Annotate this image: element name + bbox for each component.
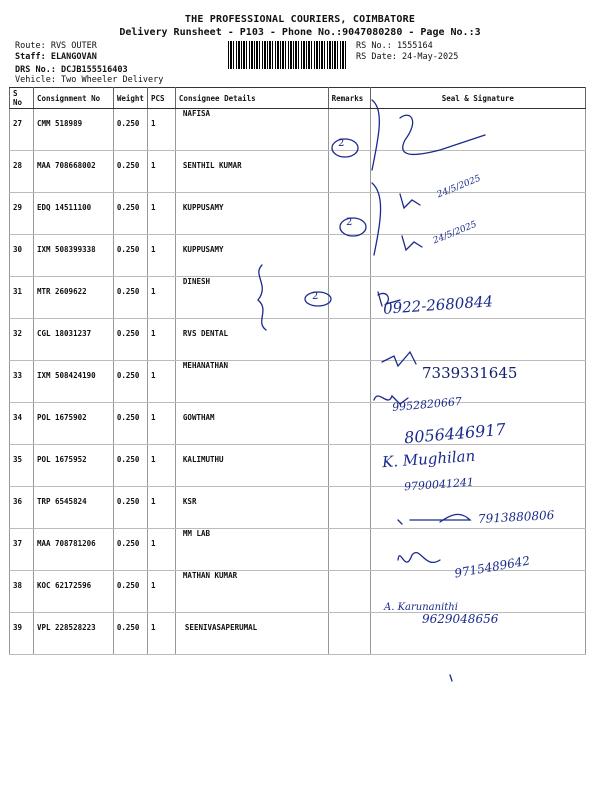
cell-pcs: 1 [150,371,156,380]
cell-consignee: SENTHIL KUMAR [182,161,242,170]
cell-weight: 0.250 [116,413,140,422]
col-weight: Weight [113,88,147,109]
handwritten-phone-33: 7339331645 [422,364,518,382]
handwritten-name-39: A. Karunanithi [384,602,458,613]
col-signature: Seal & Signature [370,88,585,109]
handwritten-phone-32: 0922-2680844 [382,292,494,318]
cell-consignee: KSR [182,497,197,506]
cell-consignment: MTR 2609622 [36,287,87,296]
cell-weight: 0.250 [116,203,140,212]
cell-pcs: 1 [150,623,156,632]
handwritten-phone-36: 9790041241 [403,475,475,494]
drs-label: DRS No.: DCJB155516403 [15,65,128,75]
col-consignment: Consignment No [33,88,113,109]
cell-weight: 0.250 [116,287,140,296]
cell-consignee: MEHANATHAN [182,361,229,370]
cell-pcs: 1 [150,581,156,590]
cell-consignment: VPL 228528223 [36,623,96,632]
signature-stroke [400,194,420,208]
col-pcs: PCS [147,88,175,109]
staff-label: Staff: ELANGOVAN [15,52,97,62]
cell-pcs: 1 [150,203,156,212]
cell-sno: 27 [13,119,23,128]
cell-consignment: EDQ 14511100 [36,203,92,212]
cell-consignee: SEENIVASAPERUMAL [184,623,258,632]
cell-pcs: 1 [150,287,156,296]
rs-date: RS Date: 24-May-2025 [356,52,459,62]
signature-stroke [398,553,440,563]
cell-sno: 33 [13,371,23,380]
cell-sno: 38 [13,581,23,590]
cell-consignment: TRP 6545824 [36,497,87,506]
cell-weight: 0.250 [116,329,140,338]
cell-sno: 30 [13,245,23,254]
signature-stroke [398,514,470,524]
cell-weight: 0.250 [116,161,140,170]
handwritten-phone-34: 9952820667 [391,394,463,415]
cell-sno: 37 [13,539,23,548]
remark-count: 2 [338,138,345,149]
cell-consignee: DINESH [182,277,211,286]
cell-weight: 0.250 [116,539,140,548]
col-remarks: Remarks [328,88,370,109]
bracket-stroke [258,265,266,330]
cell-pcs: 1 [150,119,156,128]
cell-consignment: KOC 62172596 [36,581,92,590]
cell-sno: 32 [13,329,23,338]
handwritten-phone-35: 8056446917 [403,419,507,448]
cell-pcs: 1 [150,413,156,422]
cell-weight: 0.250 [116,581,140,590]
signature-date-29: 24/5/2025 [435,173,483,201]
remark-count: 2 [312,291,319,302]
cell-consignment: CMM 518989 [36,119,83,128]
signature-date-30: 24/5/2025 [431,219,479,247]
cell-sno: 36 [13,497,23,506]
cell-weight: 0.250 [116,119,140,128]
cell-consignment: IXM 508424190 [36,371,96,380]
cell-weight: 0.250 [116,245,140,254]
ink-mark [450,675,452,681]
signature-stroke [402,236,422,250]
cell-consignment: MAA 708781206 [36,539,96,548]
col-sno: S No [10,88,34,109]
handwritten-phone-39: 9629048656 [422,612,499,626]
cell-consignee: NAFISA [182,109,211,118]
remark-circle-icon [332,139,358,157]
company-title: THE PROFESSIONAL COURIERS, COIMBATORE [184,14,416,25]
signature-stroke [382,352,416,366]
cell-sno: 35 [13,455,23,464]
remark-circle-icon [340,218,366,236]
runsheet-subtitle: Delivery Runsheet - P103 - Phone No.:9047080280 - Page No.:3 [119,27,481,38]
cell-pcs: 1 [150,455,156,464]
cell-consignee: KALIMUTHU [182,455,224,464]
cell-consignee: KUPPUSAMY [182,203,224,212]
route-label: Route: RVS OUTER [15,41,97,51]
cell-pcs: 1 [150,245,156,254]
cell-consignment: CGL 18031237 [36,329,92,338]
cell-consignee: MATHAN KUMAR [182,571,238,580]
rs-number: RS No.: 1555164 [356,41,433,51]
cell-sno: 28 [13,161,23,170]
bracket-stroke [372,183,381,255]
cell-consignee: GOWTHAM [182,413,215,422]
vehicle-label: Vehicle: Two Wheeler Delivery [15,75,164,85]
cell-consignee: KUPPUSAMY [182,245,224,254]
cell-consignee: MM LAB [182,529,211,538]
bracket-stroke [372,100,379,170]
col-consignee: Consignee Details [175,88,328,109]
handwritten-phone-38: 9715489642 [453,553,531,581]
cell-pcs: 1 [150,161,156,170]
cell-consignment: POL 1675902 [36,413,87,422]
cell-sno: 39 [13,623,23,632]
cell-consignment: IXM 508399338 [36,245,96,254]
cell-weight: 0.250 [116,455,140,464]
handwritten-name-36: K. Mughilan [381,446,476,472]
cell-weight: 0.250 [116,497,140,506]
cell-pcs: 1 [150,329,156,338]
cell-sno: 31 [13,287,23,296]
cell-sno: 34 [13,413,23,422]
cell-consignment: MAA 708668002 [36,161,96,170]
cell-consignment: POL 1675952 [36,455,87,464]
cell-consignee: RVS DENTAL [182,329,229,338]
cell-sno: 29 [13,203,23,212]
remark-count: 2 [346,217,353,228]
cell-weight: 0.250 [116,371,140,380]
cell-weight: 0.250 [116,623,140,632]
signature-stroke [400,115,485,154]
cell-pcs: 1 [150,539,156,548]
handwritten-phone-37: 7913880806 [477,508,555,526]
cell-pcs: 1 [150,497,156,506]
